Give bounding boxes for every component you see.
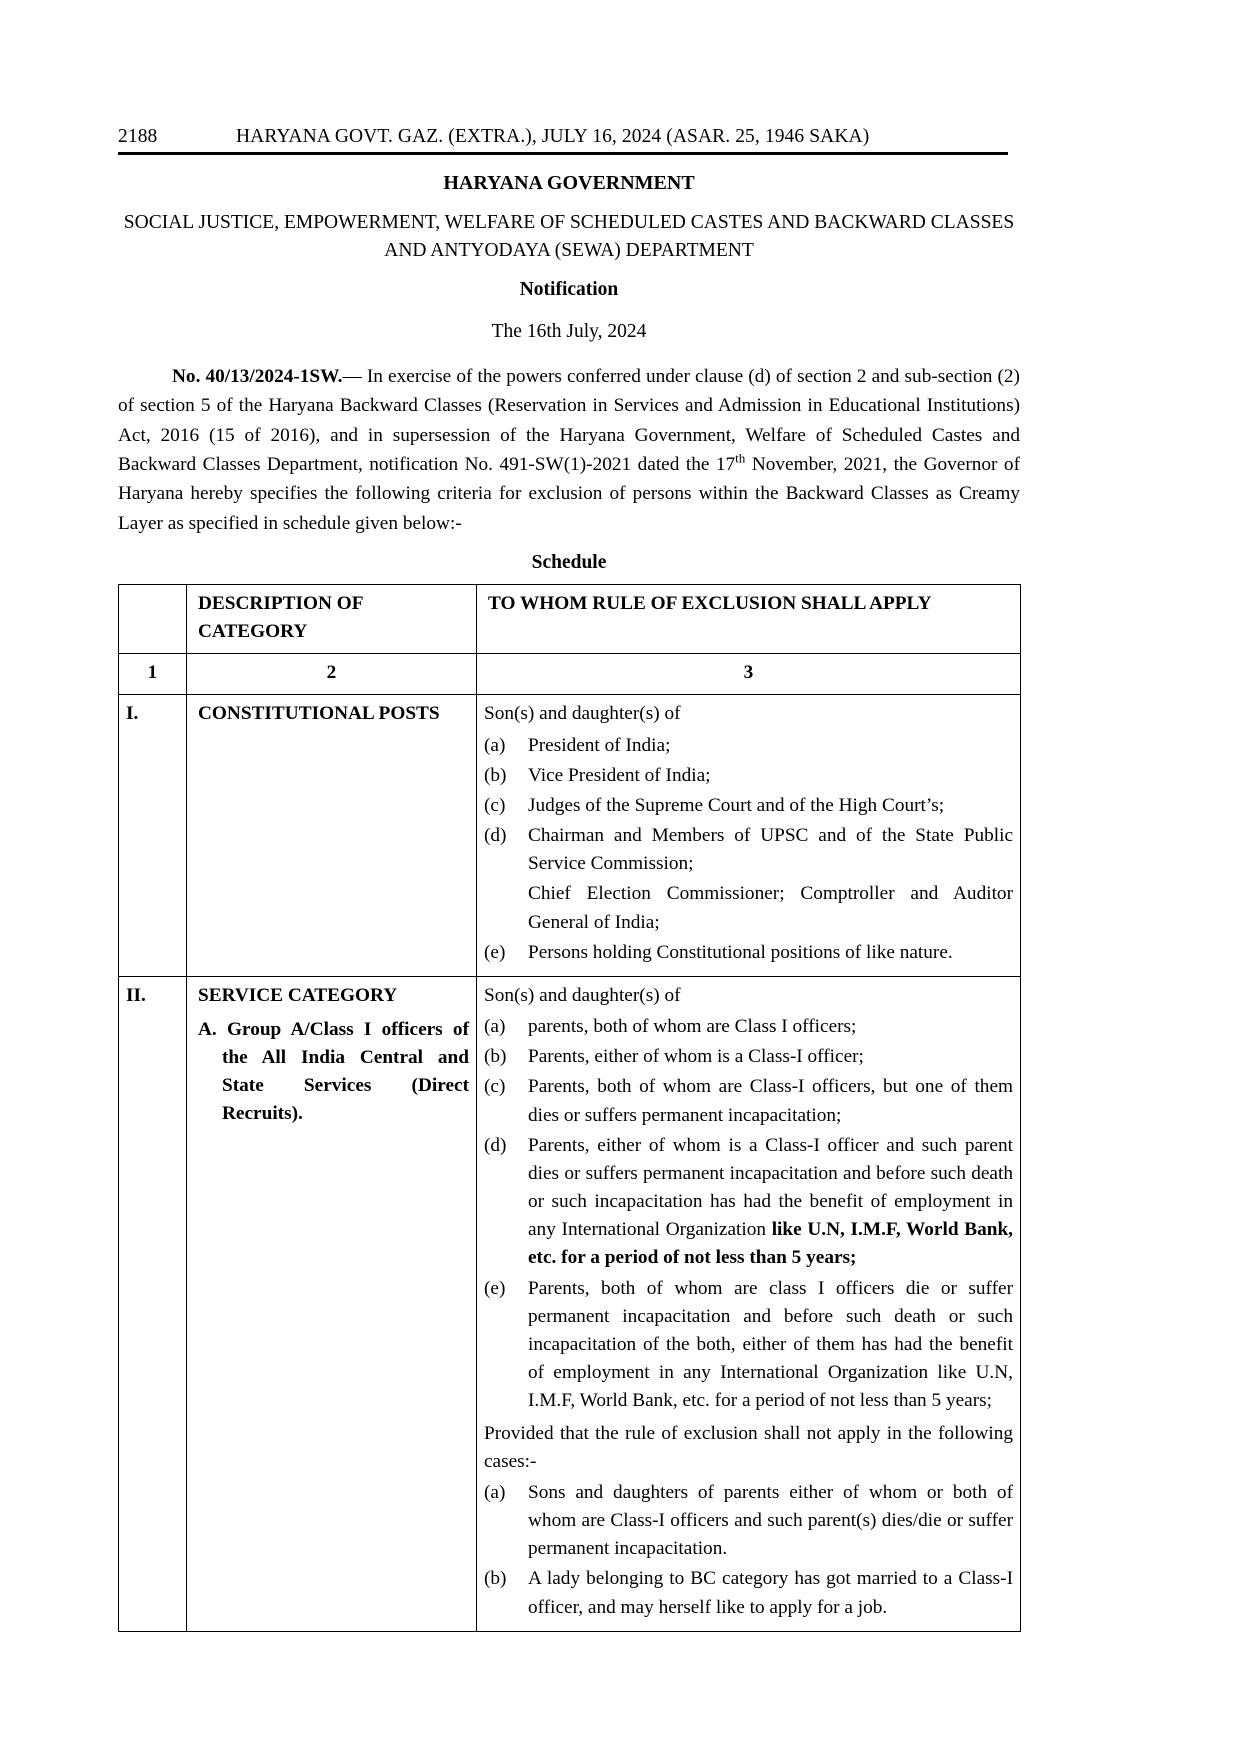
list-item-text: Persons holding Constitutional positions of like nature. <box>528 941 953 963</box>
notification-text-part2: November, 2021, the Governor of Haryana hereby specifies the following criteria for exclusion of persons within the Backward Classes as Creamy Layer as specified in schedule given below:- <box>118 453 1020 534</box>
row-category-cell <box>187 695 477 977</box>
list-marker: (b) <box>484 1046 507 1068</box>
list-item-text-plain: Parents, either of whom is a Class-I officer and such parent dies or suffers permanent incapacitation and before such death or such incapacitation has had the benefit of employment in any International Organization <box>528 1134 1013 1241</box>
page-content <box>118 126 1020 1632</box>
proviso-lead-text: Provided that the rule of exclusion shall not apply in the following cases:- <box>484 1422 1013 1472</box>
running-head <box>118 126 1020 148</box>
list-marker: (e) <box>484 941 506 963</box>
table-number-row <box>119 654 1021 695</box>
list-item <box>484 1073 1013 1129</box>
notification-heading: Notification <box>519 279 619 301</box>
list-item-text: Parents, either of whom is a Class-I officer; <box>528 1046 864 1068</box>
notification-dash: — <box>342 365 367 387</box>
column-number-2: 2 <box>187 654 477 695</box>
column-number-1: 1 <box>119 654 187 695</box>
list-marker: (d) <box>484 825 507 847</box>
row-roman-numeral: I. <box>119 695 187 977</box>
list-marker: (c) <box>484 1076 506 1098</box>
list-item <box>484 822 1013 878</box>
list-item <box>484 732 1013 760</box>
page-folio-number: 2188 <box>118 126 158 147</box>
list-item-text: Judges of the Supreme Court and of the High Court’s; <box>528 794 945 816</box>
schedule-heading: Schedule <box>531 551 607 573</box>
header-cell-blank <box>119 584 187 653</box>
list-item-text: Vice President of India; <box>528 764 711 786</box>
list-marker: (d) <box>484 1134 507 1156</box>
list-item-text: President of India; <box>528 734 671 756</box>
list-item <box>484 762 1013 790</box>
list-marker: (a) <box>484 1016 506 1038</box>
department-heading-line1: SOCIAL JUSTICE, EMPOWERMENT, WELFARE OF SCHEDULED CASTES AND BACKWARD CLASSES <box>123 212 1015 233</box>
row-roman-numeral: II. <box>119 976 187 1631</box>
exclusion-lead-text: Son(s) and daughter(s) of <box>484 984 681 1006</box>
row-category-cell <box>187 976 477 1631</box>
row-exclusion-cell <box>477 695 1021 977</box>
notification-body-paragraph <box>118 362 1020 538</box>
list-item-text: Parents, both of whom are Class-I officers, but one of them dies or suffers permanent incapacitation; <box>528 1076 1013 1126</box>
table-header-row <box>119 584 1021 653</box>
category-title: SERVICE CATEGORY <box>198 984 398 1006</box>
list-item-text: Sons and daughters of parents either of whom or both of whom are Class-I officers and such parent(s) dies/die or suffer permanent incapacitation. <box>528 1481 1013 1560</box>
notification-text-part1: In exercise of the powers conferred under clause (d) of section 2 and sub-section (2) of section 5 of the Haryana Backward Classes (Reservation in Services and Admission in Educational Institutions) Act, 2016 (15 of 2016), and in supersession of the Haryana Government, Welfare of Scheduled Castes and Backward Classes Department, notification No. 491-SW(1)-2021 dated the 17 <box>118 365 1020 475</box>
list-item <box>484 792 1013 820</box>
list-marker: (a) <box>484 1481 506 1503</box>
schedule-table <box>118 584 1021 1632</box>
exclusion-lead-text: Son(s) and daughter(s) of <box>484 703 681 725</box>
government-heading: HARYANA GOVERNMENT <box>443 172 695 194</box>
header-cell-description: DESCRIPTION OF CATEGORY <box>187 584 477 653</box>
list-item <box>484 1479 1013 1564</box>
gazette-running-title: HARYANA GOVT. GAZ. (EXTRA.), JULY 16, 2024 (ASAR. 25, 1946 SAKA) <box>236 126 870 147</box>
header-rule <box>118 152 1008 155</box>
table-row <box>119 976 1021 1631</box>
list-item-text: A lady belonging to BC category has got married to a Class-I officer, and may herself like to apply for a job. <box>528 1568 1013 1618</box>
list-marker: (c) <box>484 794 506 816</box>
notification-number: No. 40/13/2024-1SW. <box>172 365 343 387</box>
row-exclusion-cell <box>477 976 1021 1631</box>
list-item <box>484 1132 1013 1273</box>
list-marker: (b) <box>484 1568 507 1590</box>
list-marker: (e) <box>484 1277 506 1299</box>
header-cell-apply: TO WHOM RULE OF EXCLUSION SHALL APPLY <box>477 584 1021 653</box>
department-heading <box>118 209 1020 264</box>
category-subtitle: A. Group A/Class I officers of the All India Central and State Services (Direct Recruits). <box>198 1019 469 1125</box>
list-item <box>484 1043 1013 1071</box>
list-item-text-mixed <box>528 1132 1013 1273</box>
table-row <box>119 695 1021 977</box>
list-marker: (b) <box>484 764 507 786</box>
list-item-text: Parents, both of whom are class I officers die or suffer permanent incapacitation and before such death or such incapacitation of the both, either of them has had the benefit of employment in any International Organization like U.N, I.M.F, World Bank, etc. for a period of not less than 5 years; <box>528 1277 1013 1412</box>
category-title: CONSTITUTIONAL POSTS <box>198 703 440 725</box>
department-heading-line2: AND ANTYODAYA (SEWA) DEPARTMENT <box>384 239 754 261</box>
column-number-3: 3 <box>477 654 1021 695</box>
notification-date: The 16th July, 2024 <box>491 320 647 342</box>
list-marker: (a) <box>484 734 506 756</box>
list-item <box>484 939 1013 967</box>
list-item <box>484 1275 1013 1416</box>
list-item <box>484 1013 1013 1041</box>
notification-ordinal-superscript: th <box>735 450 746 466</box>
list-item-text: parents, both of whom are Class I officers; <box>528 1016 857 1038</box>
list-item-text-bold: like U.N, I.M.F, World Bank, etc. for a period of not less than 5 years; <box>528 1219 1013 1269</box>
list-item <box>484 1565 1013 1621</box>
list-item-text: Chairman and Members of UPSC and of the State Public Service Commission; <box>528 825 1013 875</box>
list-item-continuation: Chief Election Commissioner; Comptroller and Auditor General of India; <box>528 883 1013 933</box>
